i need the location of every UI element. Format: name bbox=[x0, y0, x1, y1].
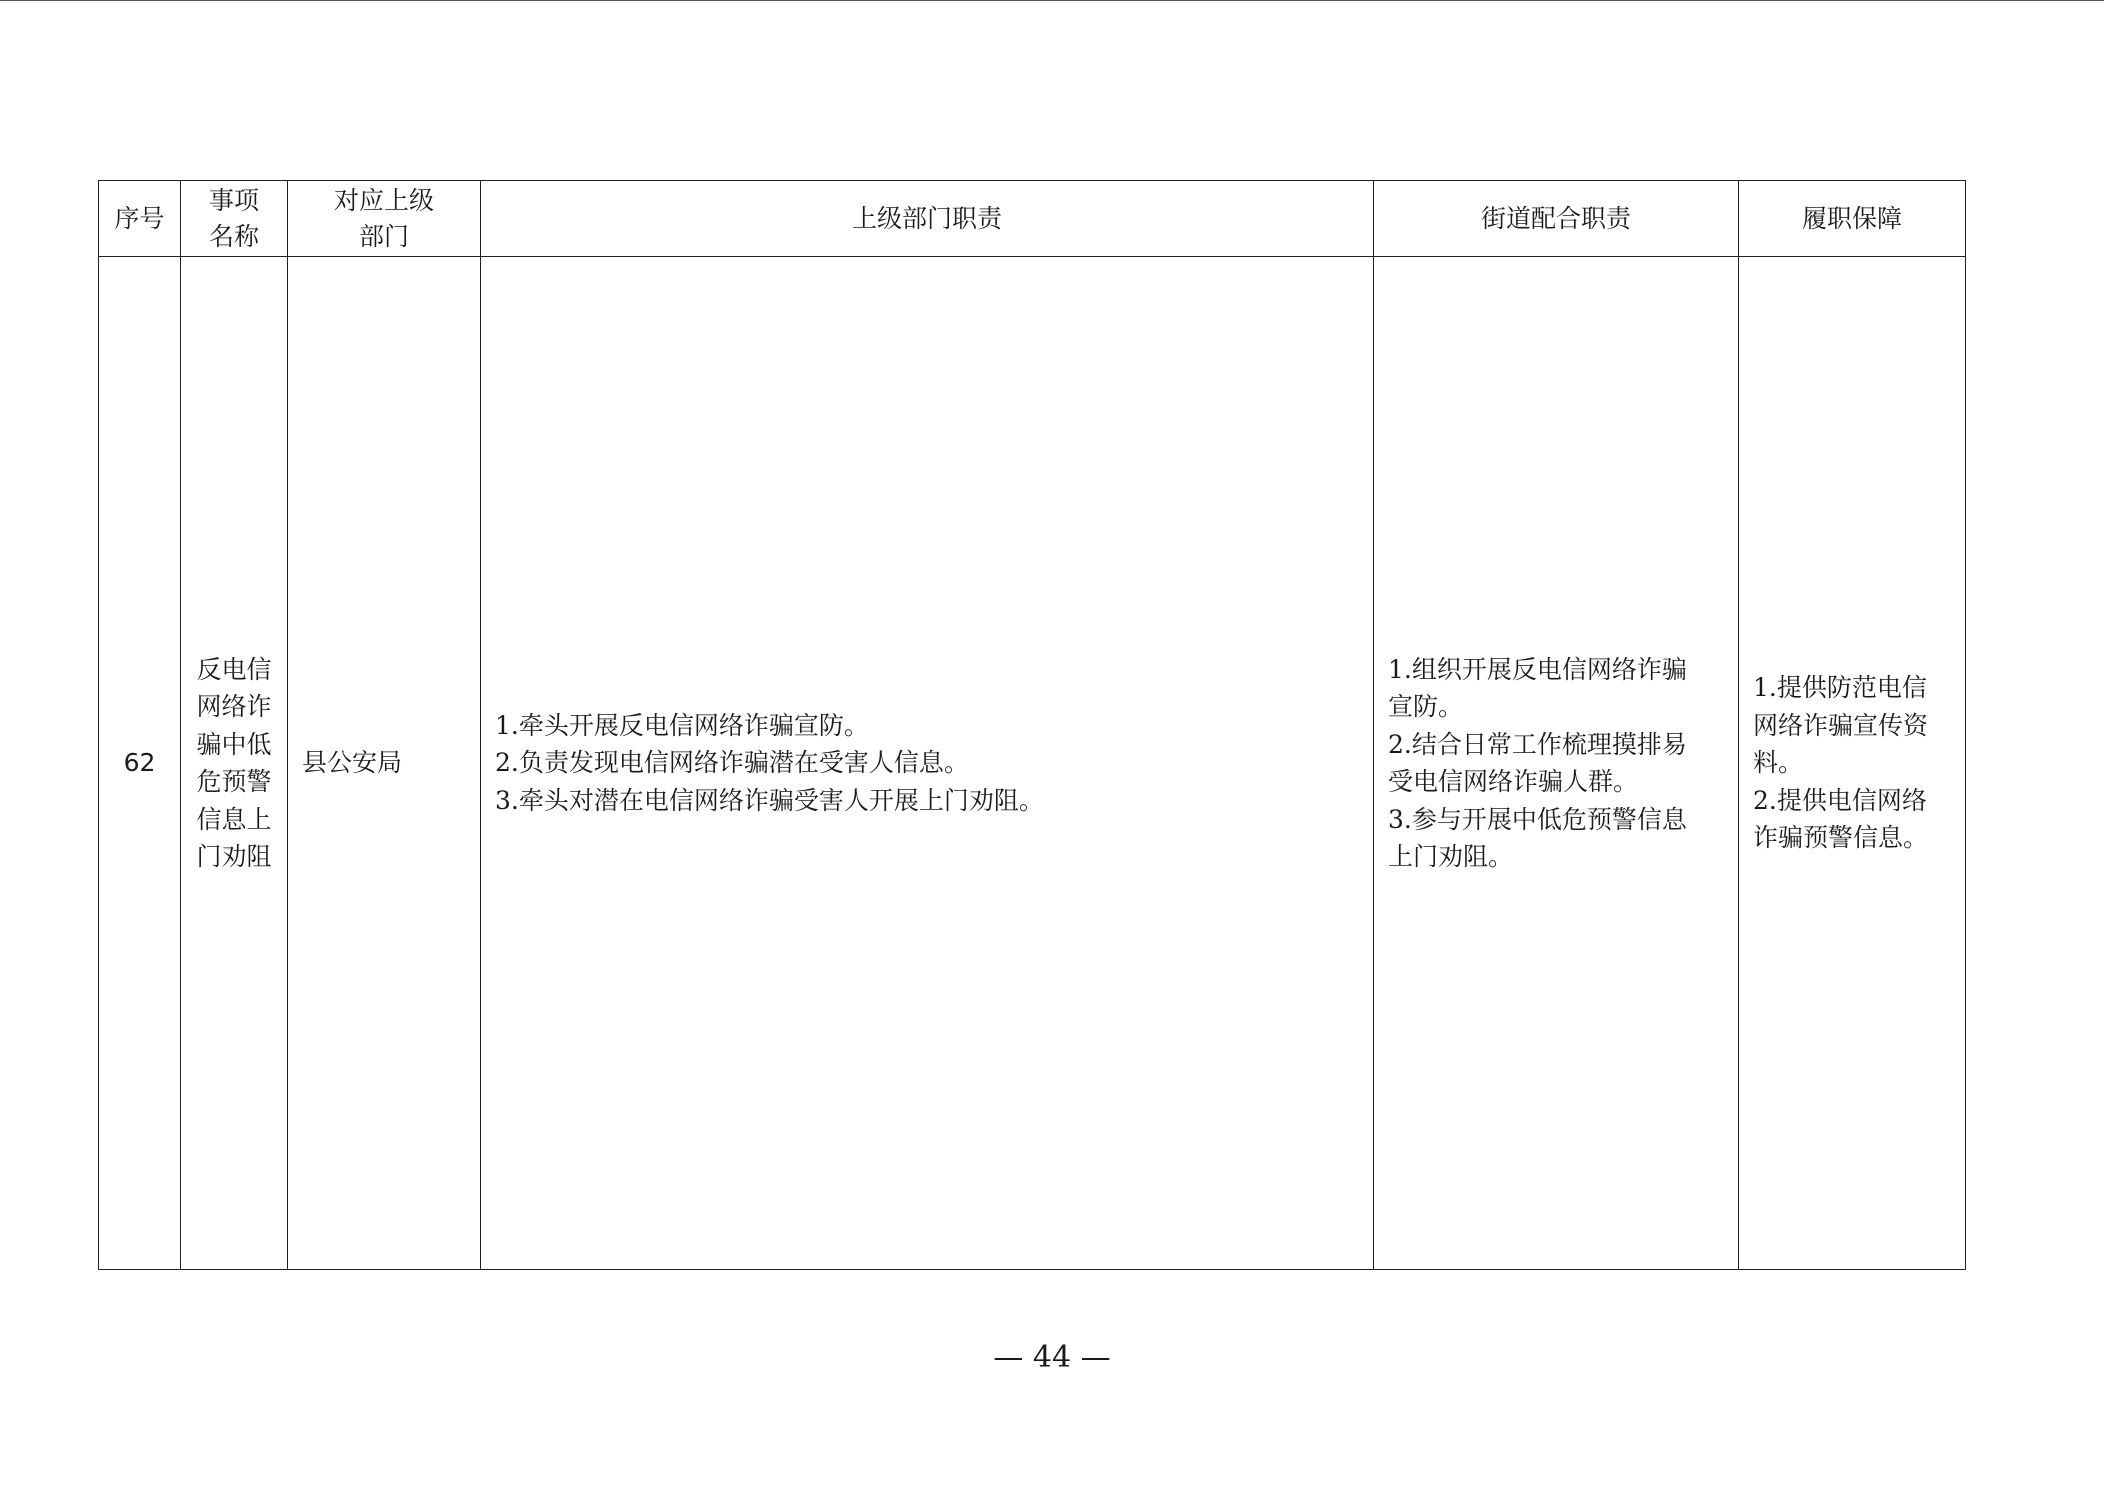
street-duty-line: 2.结合日常工作梳理摸排易 bbox=[1388, 729, 1687, 759]
superior-duty-line: 3.牵头对潜在电信网络诈骗受害人开展上门劝阻。 bbox=[495, 785, 1044, 815]
item-name-line: 反电信 bbox=[196, 654, 272, 684]
guarantee-line: 1.提供防范电信 bbox=[1753, 673, 1927, 703]
street-duty-line: 受电信网络诈骗人群。 bbox=[1388, 767, 1639, 796]
header-item-name bbox=[181, 181, 288, 257]
cell-guarantee bbox=[1739, 257, 1966, 1270]
header-guarantee-line: 履职保障 bbox=[1801, 203, 1902, 233]
guarantee-line: 诈骗预警信息。 bbox=[1753, 823, 1929, 853]
cell-superior-dept bbox=[288, 257, 481, 1270]
street-duty-line: 3.参与开展中低危预警信息 bbox=[1388, 804, 1687, 834]
header-street-duties bbox=[1374, 181, 1739, 257]
item-name-line: 信息上 bbox=[196, 804, 272, 834]
header-row bbox=[99, 181, 1966, 257]
cell-superior-duties bbox=[481, 257, 1374, 1270]
page-top-rule bbox=[0, 0, 2104, 1]
table-row bbox=[99, 257, 1966, 1270]
duty-table bbox=[98, 180, 1966, 1270]
item-name-line: 危预警 bbox=[196, 767, 272, 796]
page-number: — 44 — bbox=[993, 1340, 1111, 1375]
item-name-line: 网络诈 bbox=[196, 692, 272, 721]
header-item-name-line-2: 名称 bbox=[208, 221, 259, 251]
cell-street-duties bbox=[1374, 257, 1739, 1270]
item-name-line: 骗中低 bbox=[196, 729, 272, 759]
header-guarantee bbox=[1739, 181, 1966, 257]
header-superior-dept-line-2: 部门 bbox=[358, 221, 409, 251]
header-seq-line: 序号 bbox=[114, 203, 165, 233]
header-street-duties-line: 街道配合职责 bbox=[1480, 203, 1631, 233]
item-name-line: 门劝阻 bbox=[196, 842, 272, 871]
street-duty-line: 上门劝阻。 bbox=[1388, 842, 1514, 871]
superior-dept-value: 县公安局 bbox=[302, 748, 403, 778]
superior-duty-line: 2.负责发现电信网络诈骗潜在受害人信息。 bbox=[495, 748, 969, 778]
header-superior-dept bbox=[288, 181, 481, 257]
seq-value: 62 bbox=[123, 748, 156, 778]
cell-seq bbox=[99, 257, 181, 1270]
header-superior-duties-line: 上级部门职责 bbox=[851, 203, 1002, 233]
header-superior-duties bbox=[481, 181, 1374, 257]
street-duty-line: 1.组织开展反电信网络诈骗 bbox=[1388, 654, 1687, 684]
guarantee-line: 网络诈骗宣传资 bbox=[1753, 710, 1929, 740]
street-duty-line: 宣防。 bbox=[1388, 692, 1464, 721]
guarantee-line: 2.提供电信网络 bbox=[1753, 785, 1927, 815]
header-item-name-line-1: 事项 bbox=[208, 185, 259, 215]
header-seq bbox=[99, 181, 181, 257]
cell-item-name bbox=[181, 257, 288, 1270]
guarantee-line: 料。 bbox=[1753, 748, 1804, 778]
superior-duty-line: 1.牵头开展反电信网络诈骗宣防。 bbox=[495, 710, 869, 740]
header-superior-dept-line-1: 对应上级 bbox=[333, 185, 434, 215]
